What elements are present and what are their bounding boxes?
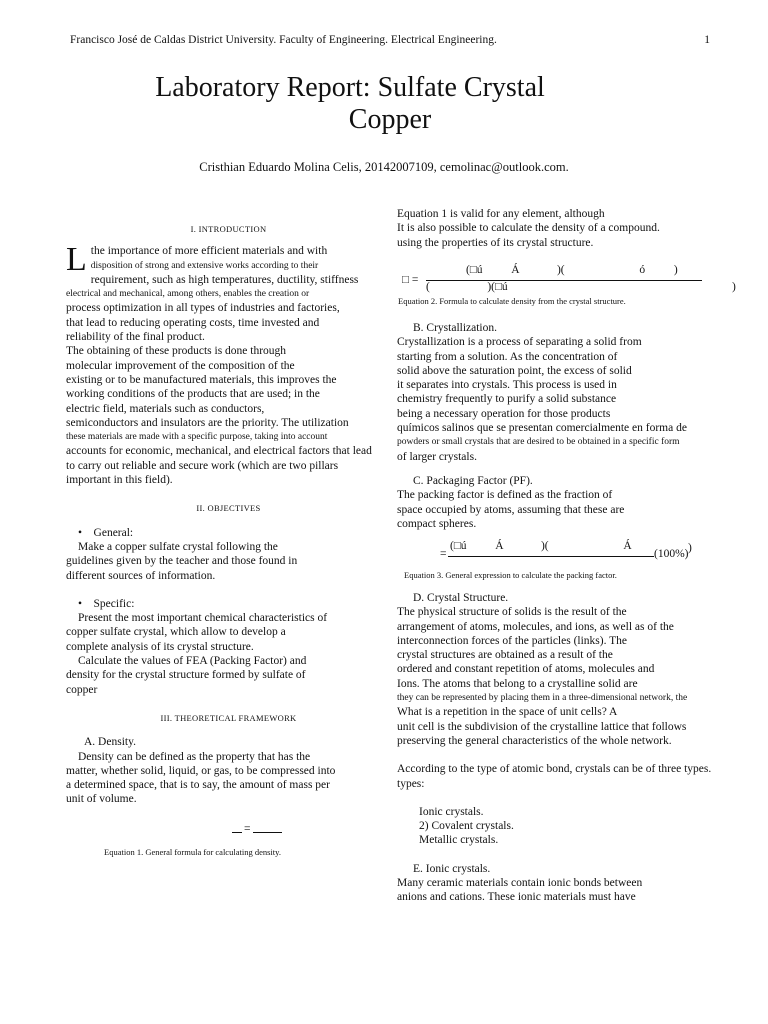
crystallization-section <box>397 321 719 531</box>
drop-cap: L <box>66 241 87 279</box>
type-list <box>397 805 719 848</box>
types-line: types: <box>397 777 425 790</box>
pf-line: The packing factor is defined as the fraction of <box>397 489 613 502</box>
density-line: matter, whether solid, liquid, or gas, to be compressed into <box>66 764 336 777</box>
eq-intro-line: using the properties of its crystal structure. <box>397 236 594 249</box>
eq2-caption: Equation 2. Formula to calculate density from the crystal structure. <box>398 296 626 306</box>
cryst-line: being a necessary operation for those products <box>397 407 611 420</box>
crystallization-text <box>397 335 719 464</box>
eq2-lhs: □ = <box>402 274 419 286</box>
page-number: 1 <box>704 34 710 46</box>
cryst-line: powders or small crystals that are desired to be obtained in a specific form <box>397 437 680 448</box>
struct-line: crystal structures are obtained as a result of the <box>397 649 613 662</box>
pf-line: compact spheres. <box>397 517 477 530</box>
specific-line: copper <box>66 683 98 696</box>
cryst-line: solid above the saturation point, the excess of solid <box>397 364 632 377</box>
general-text <box>66 540 391 583</box>
pf-heading: C. Packaging Factor (PF). <box>413 474 533 487</box>
right-column <box>397 207 719 250</box>
density-line: unit of volume. <box>66 793 137 806</box>
eq3-lhs: = <box>440 548 447 560</box>
specific-bullet: • Specific: <box>78 597 135 610</box>
ionic-line: anions and cations. These ionic materials must have <box>397 891 636 904</box>
specific-line: Present the most important chemical characteristics of <box>78 612 328 625</box>
running-head-text: Francisco José de Caldas District University. Faculty of Engineering. Electrical Engineering. <box>70 34 497 46</box>
eq1-caption: Equation 1. General formula for calculating density. <box>104 847 281 857</box>
struct-line: preserving the general characteristics of the whole network. <box>397 734 672 747</box>
intro-line: to carry out reliable and secure work (which are two pillars <box>66 459 339 472</box>
density-line: a determined space, that is to say, the amount of mass per <box>66 779 330 792</box>
eq3-caption: Equation 3. General expression to calculate the packing factor. <box>404 570 617 580</box>
specific-label: Specific: <box>93 597 135 610</box>
cryst-line: químicos salinos que se presentan comercialmente en forma de <box>397 422 687 435</box>
author-line: Cristhian Eduardo Molina Celis, 20142007109, cemolinac@outlook.com. <box>199 160 569 174</box>
intro-line: that lead to reducing operating costs, time invested and <box>66 316 320 329</box>
intro-line: process optimization in all types of industries and factories, <box>66 302 340 315</box>
type-item: Metallic crystals. <box>419 834 499 847</box>
equation-2 <box>402 264 742 296</box>
type-item: 2) Covalent crystals. <box>419 820 514 833</box>
eq-intro-line: Equation 1 is valid for any element, although <box>397 208 605 220</box>
density-line: Density can be defined as the property that has the <box>78 750 311 763</box>
general-bullet: • General: <box>78 526 134 539</box>
type-item: Ionic crystals. <box>419 805 484 818</box>
intro-line: important in this field). <box>66 474 173 487</box>
eq1-symbol: = <box>244 823 251 835</box>
intro-paragraph-1 <box>66 241 391 344</box>
eq2-numerator: (□ú Á )( ó ) <box>466 264 678 276</box>
intro-line: accounts for economic, mechanical, and electrical factors that lead <box>66 445 372 458</box>
equation-3 <box>440 538 700 568</box>
intro-paragraph-2 <box>66 344 391 487</box>
intro-line: molecular improvement of the composition of the <box>66 359 295 372</box>
general-label: General: <box>93 526 134 539</box>
eq2-denominator: ( )(□ú <box>426 281 508 293</box>
eq-intro-line: It is also possible to calculate the density of a compound. <box>397 222 660 235</box>
specific-line: density for the crystal structure formed by sulfate of <box>66 669 306 682</box>
specific-text <box>66 611 391 697</box>
fraction-bar <box>232 832 282 833</box>
ionic-text <box>397 876 719 905</box>
specific-line: Calculate the values of FEA (Packing Factor) and <box>78 655 307 668</box>
types-line: According to the type of atomic bond, crystals can be of three types. <box>397 763 712 776</box>
general-line: Make a copper sulfate crystal following the <box>78 540 278 553</box>
struct-line: interconnection forces of the particles (links). The <box>397 634 628 647</box>
objectives-heading: II. OBJECTIVES <box>196 503 261 514</box>
specific-line: copper sulfate crystal, which allow to develop a <box>66 626 286 639</box>
structure-section <box>397 591 719 905</box>
density-text <box>66 750 391 807</box>
cryst-line: it separates into crystals. This process is used in <box>397 379 617 392</box>
density-heading: A. Density. <box>84 736 136 749</box>
eq2-tail: ) <box>732 281 736 293</box>
intro-line: requirement, such as high temperatures, ductility, stiffness <box>90 273 359 286</box>
pf-line: space occupied by atoms, assuming that these are <box>397 503 625 516</box>
structure-text <box>397 605 719 748</box>
intro-line: reliability of the final product. <box>66 331 205 344</box>
left-column <box>66 222 391 807</box>
running-header <box>70 34 720 46</box>
intro-line: these materials are made with a specific purpose, taking into account <box>66 432 328 443</box>
intro-line: The obtaining of these products is done through <box>66 345 287 358</box>
struct-line: they can be represented by placing them in a three-dimensional network, the <box>397 693 688 704</box>
eq3-pct: (100%) <box>654 548 689 560</box>
eq3-fraction-bar <box>448 556 654 557</box>
intro-line: the importance of more efficient materials and with <box>90 245 328 258</box>
struct-line: unit cell is the subdivision of the crystalline lattice that follows <box>397 720 687 733</box>
theory-heading: III. THEORETICAL FRAMEWORK <box>160 712 297 723</box>
struct-line: The physical structure of solids is the result of the <box>397 606 627 619</box>
struct-line: arrangement of atoms, molecules, and ions, as well as of the <box>397 620 674 633</box>
title-line-2: Copper <box>348 104 432 135</box>
cryst-line: chemistry frequently to purify a solid substance <box>397 393 617 406</box>
pf-text <box>397 488 719 531</box>
specific-line: complete analysis of its crystal structure. <box>66 640 254 653</box>
struct-line: Ions. The atoms that belong to a crystalline solid are <box>397 677 638 690</box>
equation-1 <box>232 823 282 835</box>
cryst-line: of larger crystals. <box>397 450 477 463</box>
intro-line: working conditions of the products that are used; in the <box>66 388 320 401</box>
intro-line: existing or to be manufactured materials, this improves the <box>66 373 337 386</box>
crystallization-heading: B. Crystallization. <box>413 322 498 334</box>
intro-line: electrical and mechanical, among others, enables the creation or <box>66 289 310 300</box>
eq3-tail: ) <box>688 542 692 554</box>
intro-line: electric field, materials such as conductors, <box>66 402 265 415</box>
intro-heading: I. INTRODUCTION <box>190 224 267 234</box>
struct-line: What is a repetition in the space of unit cells? A <box>397 706 618 719</box>
general-line: different sources of information. <box>66 569 216 582</box>
ionic-line: Many ceramic materials contain ionic bonds between <box>397 877 643 890</box>
cryst-line: starting from a solution. As the concentration of <box>397 350 618 363</box>
general-line: guidelines given by the teacher and those found in <box>66 555 298 568</box>
intro-line: disposition of strong and extensive works according to their <box>90 260 319 271</box>
ionic-heading: E. Ionic crystals. <box>413 862 491 875</box>
title-line-1: Laboratory Report: Sulfate Crystal <box>155 72 545 103</box>
structure-heading: D. Crystal Structure. <box>413 592 509 604</box>
struct-line: ordered and constant repetition of atoms, molecules and <box>397 663 655 676</box>
paper-title <box>120 72 580 136</box>
eq3-numerator: (□ú Á )( Á <box>450 540 632 552</box>
cryst-line: Crystallization is a process of separating a solid from <box>397 336 642 349</box>
intro-line: semiconductors and insulators are the priority. The utilization <box>66 416 349 429</box>
